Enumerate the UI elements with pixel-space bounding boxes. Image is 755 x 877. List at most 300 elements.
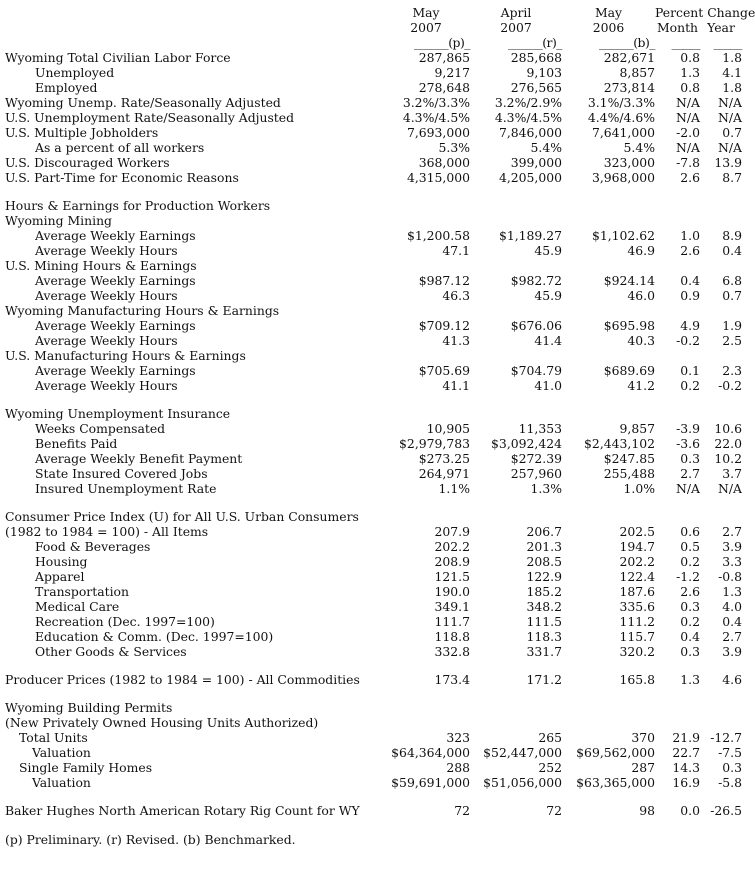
value-cell: 2.7 — [722, 524, 742, 539]
table-row — [5, 481, 742, 496]
value-cell: $1,200.58 — [406, 228, 470, 243]
col-header-april-2007-year: 2007 — [500, 20, 532, 35]
value-cell — [562, 715, 655, 730]
table-row — [5, 243, 742, 258]
value-cell: 0.7 — [722, 125, 742, 140]
header-spacer — [5, 20, 382, 35]
row-label: U.S. Multiple Jobholders — [5, 125, 159, 140]
value-cell — [562, 700, 655, 715]
row-label: Employed — [35, 80, 98, 95]
value-cell: 41.3 — [442, 333, 470, 348]
value-cell: 14.3 — [672, 760, 700, 775]
row-label: Wyoming Manufacturing Hours & Earnings — [5, 303, 280, 318]
value-cell: $704.79 — [510, 363, 562, 378]
row-label: Average Weekly Hours — [35, 333, 178, 348]
table-row — [5, 509, 742, 524]
row-label: As a percent of all workers — [35, 140, 205, 155]
value-cell: 46.3 — [442, 288, 470, 303]
value-cell: 22.0 — [714, 436, 742, 451]
row-label: Valuation — [32, 745, 91, 760]
value-cell: 122.9 — [526, 569, 562, 584]
row-label: Total Units — [19, 730, 88, 745]
value-cell — [382, 406, 470, 421]
col-header-may-2007-year: 2007 — [410, 20, 442, 35]
value-cell: 0.2 — [680, 378, 700, 393]
value-cell: 276,565 — [510, 80, 562, 95]
value-cell: 202.2 — [619, 554, 655, 569]
value-cell: 323 — [446, 730, 470, 745]
row-label: Housing — [35, 554, 88, 569]
value-cell: 10.6 — [714, 421, 742, 436]
value-cell: 187.6 — [619, 584, 655, 599]
value-cell: 171.2 — [526, 672, 562, 687]
row-label: (1982 to 1984 = 100) - All Items — [5, 524, 209, 539]
value-cell: 264,971 — [418, 466, 470, 481]
col-header-month: Month — [656, 20, 699, 35]
value-cell: 1.1% — [438, 481, 470, 496]
value-cell: 4.4%/4.6% — [587, 110, 655, 125]
value-cell — [382, 715, 470, 730]
table-row — [5, 318, 742, 333]
table-row — [5, 228, 742, 243]
value-cell — [700, 258, 742, 273]
row-label: Consumer Price Index (U) for All U.S. Urban Consumers — [5, 509, 359, 524]
table-row — [5, 436, 742, 451]
value-cell — [655, 348, 700, 363]
row-label: State Insured Covered Jobs — [35, 466, 208, 481]
value-cell: 3.9 — [722, 644, 742, 659]
table-row — [5, 803, 742, 818]
col-header-year: Year — [707, 20, 735, 35]
value-cell: 282,671 — [603, 50, 655, 65]
value-cell: 5.3% — [438, 140, 470, 155]
row-label: Recreation (Dec. 1997=100) — [35, 614, 215, 629]
value-cell: $982.72 — [510, 273, 562, 288]
row-label: Average Weekly Hours — [35, 288, 178, 303]
table-row — [5, 554, 742, 569]
table-row — [5, 406, 742, 421]
row-label: Other Goods & Services — [35, 644, 187, 659]
value-cell: $705.69 — [418, 363, 470, 378]
value-cell — [655, 198, 700, 213]
value-cell: $272.39 — [510, 451, 562, 466]
table-row — [5, 451, 742, 466]
value-cell: -7.5 — [718, 745, 742, 760]
value-cell: 1.9 — [722, 318, 742, 333]
value-cell: 185.2 — [526, 584, 562, 599]
value-cell — [562, 198, 655, 213]
row-label: Weeks Compensated — [35, 421, 166, 436]
row-label: Wyoming Unemp. Rate/Seasonally Adjusted — [5, 95, 281, 110]
table-header-row-months — [5, 5, 755, 20]
value-cell: $1,189.27 — [498, 228, 562, 243]
value-cell: 9,103 — [526, 65, 562, 80]
row-label: Wyoming Total Civilian Labor Force — [5, 50, 231, 65]
value-cell — [470, 258, 562, 273]
table-row — [5, 775, 742, 790]
row-label: Transportation — [35, 584, 129, 599]
value-cell: 4.3%/4.5% — [402, 110, 470, 125]
row-label: U.S. Part-Time for Economic Reasons — [5, 170, 239, 185]
value-cell: $69,562,000 — [576, 745, 655, 760]
column-rule-preliminary: ______(p)_ — [414, 35, 470, 50]
value-cell: 41.4 — [534, 333, 562, 348]
value-cell: 0.1 — [680, 363, 700, 378]
value-cell: 2.7 — [680, 466, 700, 481]
footnote: (p) Preliminary. (r) Revised. (b) Benchmarked. — [5, 832, 296, 847]
table-row — [5, 50, 742, 65]
value-cell — [382, 348, 470, 363]
value-cell: 7,846,000 — [498, 125, 562, 140]
value-cell: 370 — [631, 730, 655, 745]
value-cell: -0.2 — [676, 333, 700, 348]
value-cell — [655, 213, 700, 228]
value-cell: 122.4 — [619, 569, 655, 584]
value-cell: $59,691,000 — [391, 775, 470, 790]
value-cell: N/A — [718, 140, 742, 155]
value-cell — [470, 303, 562, 318]
value-cell: $2,979,783 — [399, 436, 470, 451]
value-cell: 2.5 — [722, 333, 742, 348]
column-rule-year: _____ — [713, 35, 742, 50]
value-cell — [700, 303, 742, 318]
value-cell — [382, 303, 470, 318]
table-row — [5, 170, 742, 185]
value-cell: 0.8 — [680, 50, 700, 65]
value-cell — [655, 700, 700, 715]
value-cell — [700, 715, 742, 730]
value-cell — [470, 715, 562, 730]
value-cell: -12.7 — [710, 730, 742, 745]
value-cell: 190.0 — [434, 584, 470, 599]
value-cell — [700, 348, 742, 363]
table-body — [5, 50, 742, 818]
value-cell: 0.8 — [680, 80, 700, 95]
value-cell: 0.4 — [722, 614, 742, 629]
value-cell: $676.06 — [510, 318, 562, 333]
value-cell: 98 — [639, 803, 655, 818]
value-cell: -2.0 — [676, 125, 700, 140]
table-row — [5, 672, 742, 687]
value-cell: $273.25 — [418, 451, 470, 466]
value-cell — [700, 198, 742, 213]
value-cell: 4.1 — [722, 65, 742, 80]
value-cell — [470, 198, 562, 213]
value-cell: N/A — [676, 110, 700, 125]
value-cell — [562, 258, 655, 273]
value-cell — [382, 213, 470, 228]
value-cell: 118.3 — [526, 629, 562, 644]
value-cell: 2.7 — [722, 629, 742, 644]
row-label: U.S. Manufacturing Hours & Earnings — [5, 348, 246, 363]
value-cell: 399,000 — [510, 155, 562, 170]
value-cell: 4,205,000 — [498, 170, 562, 185]
header-spacer — [5, 5, 382, 20]
value-cell: 9,857 — [619, 421, 655, 436]
value-cell: 206.7 — [526, 524, 562, 539]
row-label: U.S. Unemployment Rate/Seasonally Adjusted — [5, 110, 295, 125]
row-label: U.S. Discouraged Workers — [5, 155, 170, 170]
value-cell: 202.2 — [434, 539, 470, 554]
value-cell: 16.9 — [672, 775, 700, 790]
row-label: Average Weekly Earnings — [35, 318, 196, 333]
value-cell: -26.5 — [710, 803, 742, 818]
value-cell: 0.2 — [680, 554, 700, 569]
table-row — [5, 288, 742, 303]
value-cell — [562, 509, 655, 524]
value-cell: 1.8 — [722, 80, 742, 95]
table-row — [5, 745, 742, 760]
value-cell: 111.7 — [434, 614, 470, 629]
value-cell: $709.12 — [418, 318, 470, 333]
value-cell — [562, 303, 655, 318]
value-cell: 335.6 — [619, 599, 655, 614]
value-cell: $52,447,000 — [483, 745, 562, 760]
table-row — [5, 110, 742, 125]
value-cell: -7.8 — [676, 155, 700, 170]
value-cell: 288 — [446, 760, 470, 775]
row-label: Average Weekly Earnings — [35, 228, 196, 243]
value-cell: 4.3%/4.5% — [494, 110, 562, 125]
value-cell: 0.4 — [680, 273, 700, 288]
table-row — [5, 760, 742, 775]
col-header-april-2007-month: April — [500, 5, 532, 20]
table-row — [5, 333, 742, 348]
value-cell: 3.1%/3.3% — [587, 95, 655, 110]
table-row — [5, 348, 742, 363]
table-row — [5, 273, 742, 288]
row-label: Average Weekly Hours — [35, 243, 178, 258]
value-cell: 2.3 — [722, 363, 742, 378]
col-header-may-2006-year: 2006 — [592, 20, 625, 35]
value-cell — [700, 509, 742, 524]
value-cell: 41.2 — [627, 378, 655, 393]
value-cell: 0.3 — [680, 451, 700, 466]
row-label: Benefits Paid — [35, 436, 118, 451]
value-cell: 9,217 — [434, 65, 470, 80]
value-cell: 1.3% — [530, 481, 562, 496]
table-row — [5, 466, 742, 481]
column-rule-benchmarked: ______(b)_ — [599, 35, 655, 50]
value-cell: 2.6 — [680, 584, 700, 599]
value-cell: 8.7 — [722, 170, 742, 185]
table-row — [5, 569, 742, 584]
col-header-percent-change: Percent Change — [655, 5, 755, 20]
value-cell: 1.3 — [680, 672, 700, 687]
value-cell: 332.8 — [434, 644, 470, 659]
value-cell — [655, 303, 700, 318]
value-cell: $1,102.62 — [591, 228, 655, 243]
row-label: Hours & Earnings for Production Workers — [5, 198, 271, 213]
value-cell — [655, 406, 700, 421]
value-cell: 287 — [631, 760, 655, 775]
table-row — [5, 524, 742, 539]
value-cell: 368,000 — [418, 155, 470, 170]
value-cell: 41.1 — [442, 378, 470, 393]
value-cell: 0.5 — [680, 539, 700, 554]
value-cell: 1.8 — [722, 50, 742, 65]
value-cell: 72 — [454, 803, 470, 818]
table-row — [5, 421, 742, 436]
table-row — [5, 715, 742, 730]
value-cell: 3.3 — [722, 554, 742, 569]
table-row — [5, 80, 742, 95]
value-cell: 0.0 — [680, 803, 700, 818]
value-cell: 46.9 — [627, 243, 655, 258]
value-cell: $924.14 — [603, 273, 655, 288]
value-cell: 0.9 — [680, 288, 700, 303]
row-label: Wyoming Building Permits — [5, 700, 173, 715]
value-cell: 255,488 — [603, 466, 655, 481]
value-cell: 4.6 — [722, 672, 742, 687]
value-cell: 252 — [538, 760, 562, 775]
value-cell: $64,364,000 — [391, 745, 470, 760]
row-label: Insured Unemployment Rate — [35, 481, 217, 496]
value-cell: 0.3 — [680, 599, 700, 614]
value-cell: 41.0 — [534, 378, 562, 393]
value-cell: 1.3 — [680, 65, 700, 80]
value-cell: 0.2 — [680, 614, 700, 629]
table-row — [5, 584, 742, 599]
table-row — [5, 303, 742, 318]
value-cell: 3.2%/2.9% — [494, 95, 562, 110]
row-label: Baker Hughes North American Rotary Rig Count for WY — [5, 803, 360, 818]
row-label: Education & Comm. (Dec. 1997=100) — [35, 629, 274, 644]
row-label: Average Weekly Earnings — [35, 363, 196, 378]
value-cell: 201.3 — [526, 539, 562, 554]
value-cell: 285,668 — [510, 50, 562, 65]
value-cell: 4.9 — [680, 318, 700, 333]
value-cell: 40.3 — [627, 333, 655, 348]
value-cell: 13.9 — [714, 155, 742, 170]
row-label: Medical Care — [35, 599, 120, 614]
table-row — [5, 378, 742, 393]
row-label: Apparel — [35, 569, 85, 584]
value-cell: N/A — [676, 140, 700, 155]
value-cell: 1.0% — [623, 481, 655, 496]
table-row — [5, 730, 742, 745]
value-cell — [700, 700, 742, 715]
col-header-may-2007-month: May — [412, 5, 440, 20]
value-cell: 111.5 — [526, 614, 562, 629]
value-cell: 173.4 — [434, 672, 470, 687]
value-cell — [655, 509, 700, 524]
value-cell: 3,968,000 — [591, 170, 655, 185]
value-cell: 1.0 — [680, 228, 700, 243]
row-label: Producer Prices (1982 to 1984 = 100) - All Commodities — [5, 672, 360, 687]
column-rule-month: _____ — [671, 35, 700, 50]
table-row — [5, 65, 742, 80]
table-row — [5, 539, 742, 554]
value-cell: 208.9 — [434, 554, 470, 569]
value-cell: 111.2 — [619, 614, 655, 629]
value-cell: 0.4 — [722, 243, 742, 258]
value-cell: 3.9 — [722, 539, 742, 554]
value-cell: 320.2 — [619, 644, 655, 659]
value-cell: 11,353 — [518, 421, 562, 436]
row-label: Average Weekly Earnings — [35, 273, 196, 288]
value-cell: $689.69 — [603, 363, 655, 378]
value-cell: 0.3 — [680, 644, 700, 659]
value-cell: 8.9 — [722, 228, 742, 243]
value-cell: 45.9 — [534, 288, 562, 303]
row-label: Valuation — [32, 775, 91, 790]
value-cell: $3,092,424 — [491, 436, 562, 451]
value-cell: 0.3 — [722, 760, 742, 775]
value-cell — [382, 258, 470, 273]
value-cell: 5.4% — [623, 140, 655, 155]
row-label: Average Weekly Benefit Payment — [35, 451, 243, 466]
value-cell: 0.4 — [680, 629, 700, 644]
row-label: (New Privately Owned Housing Units Authorized) — [5, 715, 319, 730]
value-cell — [470, 509, 562, 524]
value-cell: -3.9 — [676, 421, 700, 436]
value-cell: 257,960 — [510, 466, 562, 481]
value-cell: $247.85 — [603, 451, 655, 466]
value-cell: 46.0 — [627, 288, 655, 303]
value-cell: -0.2 — [718, 378, 742, 393]
value-cell: 202.5 — [619, 524, 655, 539]
row-label: U.S. Mining Hours & Earnings — [5, 258, 197, 273]
value-cell — [655, 258, 700, 273]
value-cell: $51,056,000 — [483, 775, 562, 790]
value-cell: $987.12 — [418, 273, 470, 288]
value-cell: 72 — [546, 803, 562, 818]
row-label: Unemployed — [35, 65, 115, 80]
value-cell: 10.2 — [714, 451, 742, 466]
value-cell — [562, 348, 655, 363]
value-cell: -3.6 — [676, 436, 700, 451]
value-cell: 331.7 — [526, 644, 562, 659]
value-cell: 287,865 — [418, 50, 470, 65]
value-cell: 323,000 — [603, 155, 655, 170]
value-cell: 2.6 — [680, 243, 700, 258]
value-cell — [470, 213, 562, 228]
table-row — [5, 258, 742, 273]
value-cell: 165.8 — [619, 672, 655, 687]
table-row — [5, 95, 742, 110]
value-cell: 21.9 — [672, 730, 700, 745]
column-rule-revised: ______(r)_ — [508, 35, 562, 50]
row-label: Food & Beverages — [35, 539, 151, 554]
value-cell: N/A — [676, 95, 700, 110]
col-header-may-2006-month: May — [594, 5, 623, 20]
value-cell — [470, 406, 562, 421]
value-cell: 4,315,000 — [406, 170, 470, 185]
value-cell: 4.0 — [722, 599, 742, 614]
value-cell — [700, 406, 742, 421]
value-cell: 194.7 — [619, 539, 655, 554]
value-cell: $2,443,102 — [584, 436, 655, 451]
value-cell: 0.7 — [722, 288, 742, 303]
value-cell: 45.9 — [534, 243, 562, 258]
header-spacer — [5, 35, 382, 50]
table-row — [5, 125, 742, 140]
value-cell — [655, 715, 700, 730]
value-cell: N/A — [676, 481, 700, 496]
value-cell — [562, 213, 655, 228]
value-cell: 3.7 — [722, 466, 742, 481]
value-cell: 348.2 — [526, 599, 562, 614]
value-cell: 121.5 — [434, 569, 470, 584]
value-cell — [382, 700, 470, 715]
table-row — [5, 599, 742, 614]
value-cell — [382, 509, 470, 524]
table-header-row-rules — [5, 35, 742, 50]
value-cell: 22.7 — [672, 745, 700, 760]
table-row — [5, 644, 742, 659]
row-label: Wyoming Unemployment Insurance — [5, 406, 231, 421]
